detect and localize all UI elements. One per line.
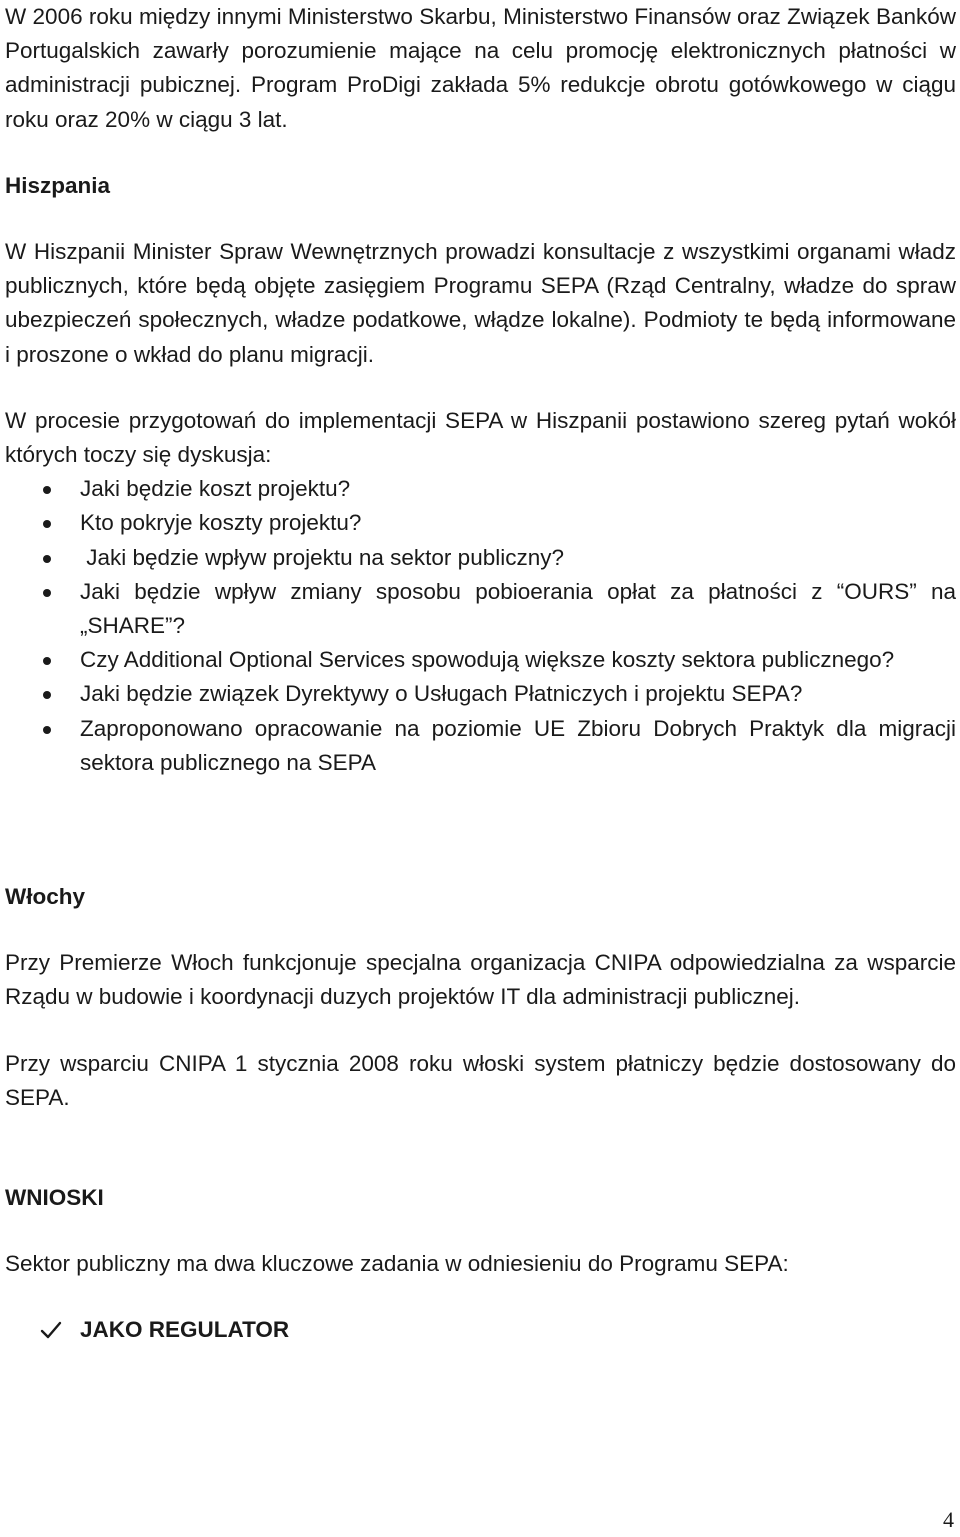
- list-item: [5, 643, 956, 677]
- list-item-text: Jaki będzie związek Dyrektywy o Usługach Płatniczych i projektu SEPA?: [80, 681, 803, 707]
- bullet-icon: [43, 657, 51, 665]
- list-item: [5, 575, 956, 643]
- heading-italy: Włochy: [5, 884, 86, 910]
- list-item-text: Czy Additional Optional Services spowodują większe koszty sektora publicznego?: [80, 647, 895, 673]
- bullet-icon: [43, 520, 51, 528]
- heading-conclusions: WNIOSKI: [5, 1185, 104, 1211]
- intro-paragraph: W 2006 roku między innymi Ministerstwo Skarbu, Ministerstwo Finansów oraz Związek Banków Portugalskich zawarły porozumienie mające na celu promocję elektronicznych płatności w administracji pubicznej. Program ProDigi zakłada 5% redukcje obrotu gotówkowego w ciągu roku oraz 20% w ciągu 3 lat.: [5, 4, 956, 132]
- list-item-text: Jaki będzie wpływ zmiany sposobu pobioerania opłat za płatności z “OURS” na „SHARE”?: [80, 578, 956, 639]
- italy-paragraph-1: Przy Premierze Włoch funkcjonuje specjalna organizacja CNIPA odpowiedzialna za wsparcie Rządu w budowie i koordynacji duzych projektów IT dla administracji publicznej.: [5, 950, 956, 1010]
- document-page: [5, 0, 956, 1348]
- bullet-icon: [43, 726, 51, 734]
- bullet-icon: [43, 589, 51, 597]
- heading-spain: Hiszpania: [5, 172, 111, 198]
- bullet-icon: [43, 486, 51, 494]
- bullet-icon: [43, 555, 51, 563]
- list-item-text: Zaproponowano opracowanie na poziomie UE Zbioru Dobrych Praktyk dla migracji sektora publicznego na SEPA: [80, 715, 956, 775]
- list-item-text: Jaki będzie wpływ projektu na sektor publiczny?: [80, 544, 564, 570]
- list-item-text: Kto pokryje koszty projektu?: [80, 510, 362, 536]
- list-item: [5, 506, 956, 540]
- check-item-text: JAKO REGULATOR: [80, 1317, 290, 1343]
- spain-paragraph-1: W Hiszpanii Minister Spraw Wewnętrznych prowadzi konsultacje z wszystkimi organami władz publicznych, które będą objęte zasięgiem Programu SEPA (Rząd Centralny, władze do spraw ubezpieczeń społecznych, władze podatkowe, włądze lokalne). Podmioty te będą informowane i proszone o wkład do planu migracji.: [5, 239, 956, 367]
- conclusions-paragraph: Sektor publiczny ma dwa kluczowe zadania w odniesieniu do Programu SEPA:: [5, 1251, 789, 1277]
- list-item-text: Jaki będzie koszt projektu?: [80, 476, 351, 502]
- list-item: [5, 712, 956, 780]
- list-item: [5, 541, 956, 575]
- spain-questions-list: [5, 472, 956, 780]
- checkmark-icon: [39, 1318, 63, 1342]
- italy-paragraph-2: Przy wsparciu CNIPA 1 stycznia 2008 roku włoski system płatniczy będzie dostosowany do SEPA.: [5, 1050, 956, 1110]
- bullet-icon: [43, 691, 51, 699]
- spain-paragraph-2: W procesie przygotowań do implementacji SEPA w Hiszpanii postawiono szereg pytań wokół których toczy się dyskusja:: [5, 407, 956, 468]
- list-item: [5, 472, 956, 506]
- page-number: 4: [943, 1507, 954, 1532]
- list-item: [5, 677, 956, 711]
- check-list-item: [5, 1313, 956, 1347]
